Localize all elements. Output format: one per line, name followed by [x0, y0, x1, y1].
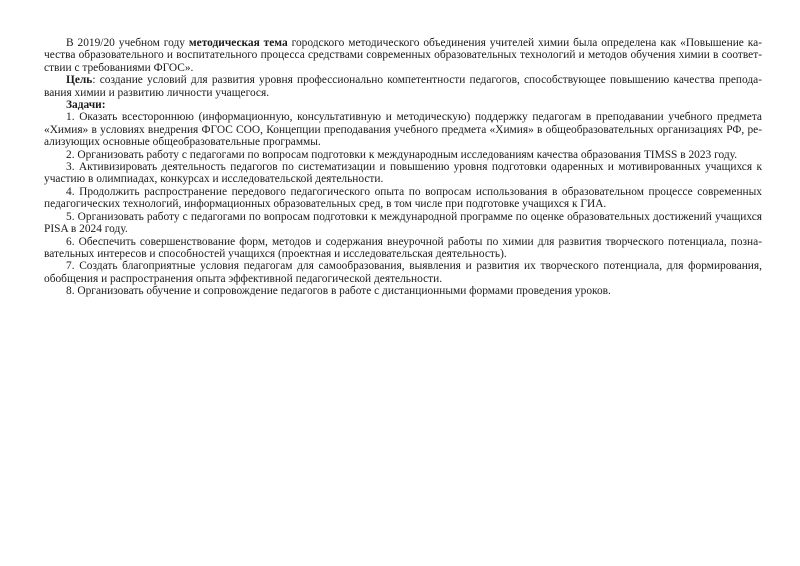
intro-paragraph: [44, 37, 762, 74]
goal-label: Цель: [66, 74, 93, 87]
task-item-2: 2. Организовать работу с педагогами по вопросам подготовки к международным исследованиям качества образования TIMSS в 2023 году.: [66, 148, 738, 161]
intro-prefix: В 2019/20 учебном году: [66, 37, 189, 49]
task-item-8: 8. Организовать обучение и сопровождение педагогов в работе с дистанционными формами проведения уроков.: [66, 285, 611, 298]
document-page: [44, 37, 762, 298]
goal-paragraph: [44, 74, 762, 99]
intro-suffix: городского методического объединения учителей химии была определена как «Повышение качества образовательного и воспитательного процесса средствами современных образовательных технологий и методов обучения химии в соответствии с требованиями ФГОС».: [44, 37, 762, 74]
goal-text: : создание условий для развития уровня профессионально компетентности педагогов, способствующее повышению качества преподавания химии и развитию личности учащегося.: [44, 74, 762, 99]
task-item-4: 4. Продолжить распространение передового педагогического опыта по вопросам использования в образовательном процессе современных педагогических технологий, информационных образовательных сред, в том числе при подготовке учащихся к ГИА.: [44, 185, 762, 211]
task-item-3: 3. Активизировать деятельность педагогов по систематизации и повышению уровня подготовки одаренных и мотивированных учащихся к участию в олимпиадах, конкурсах и исследовательской деятельности.: [44, 161, 762, 186]
task-item-7: 7. Создать благоприятные условия педагогам для самообразования, выявления и развития их творческого потенциала, для формирования, обобщения и распространения опыта эффективной педагогической деятельности.: [44, 260, 762, 285]
task-item-6: 6. Обеспечить совершенствование форм, методов и содержания внеурочной работы по химии для развития творческого потенциала, познавательных интересов и способностей учащихся (проектная и исследовательская деятельность).: [44, 235, 762, 260]
task-item-5: 5. Организовать работу с педагогами по вопросам подготовки к международной программе по оценке образовательных достижений учащихся PISA в 2024 году.: [44, 210, 762, 236]
methodical-theme-term: методическая тема: [188, 37, 288, 49]
task-item-1: 1. Оказать всестороннюю (информационную, консультативную и методическую) поддержку педагогам в преподавании учебного предмета «Химия» в условиях внедрения ФГОС СОО, Концепции преподавания учебного предмета «Химия» в общеобразовательных организациях РФ, реализующих основные общеобразовательные программы.: [44, 111, 762, 149]
tasks-heading: Задачи:: [66, 99, 106, 112]
